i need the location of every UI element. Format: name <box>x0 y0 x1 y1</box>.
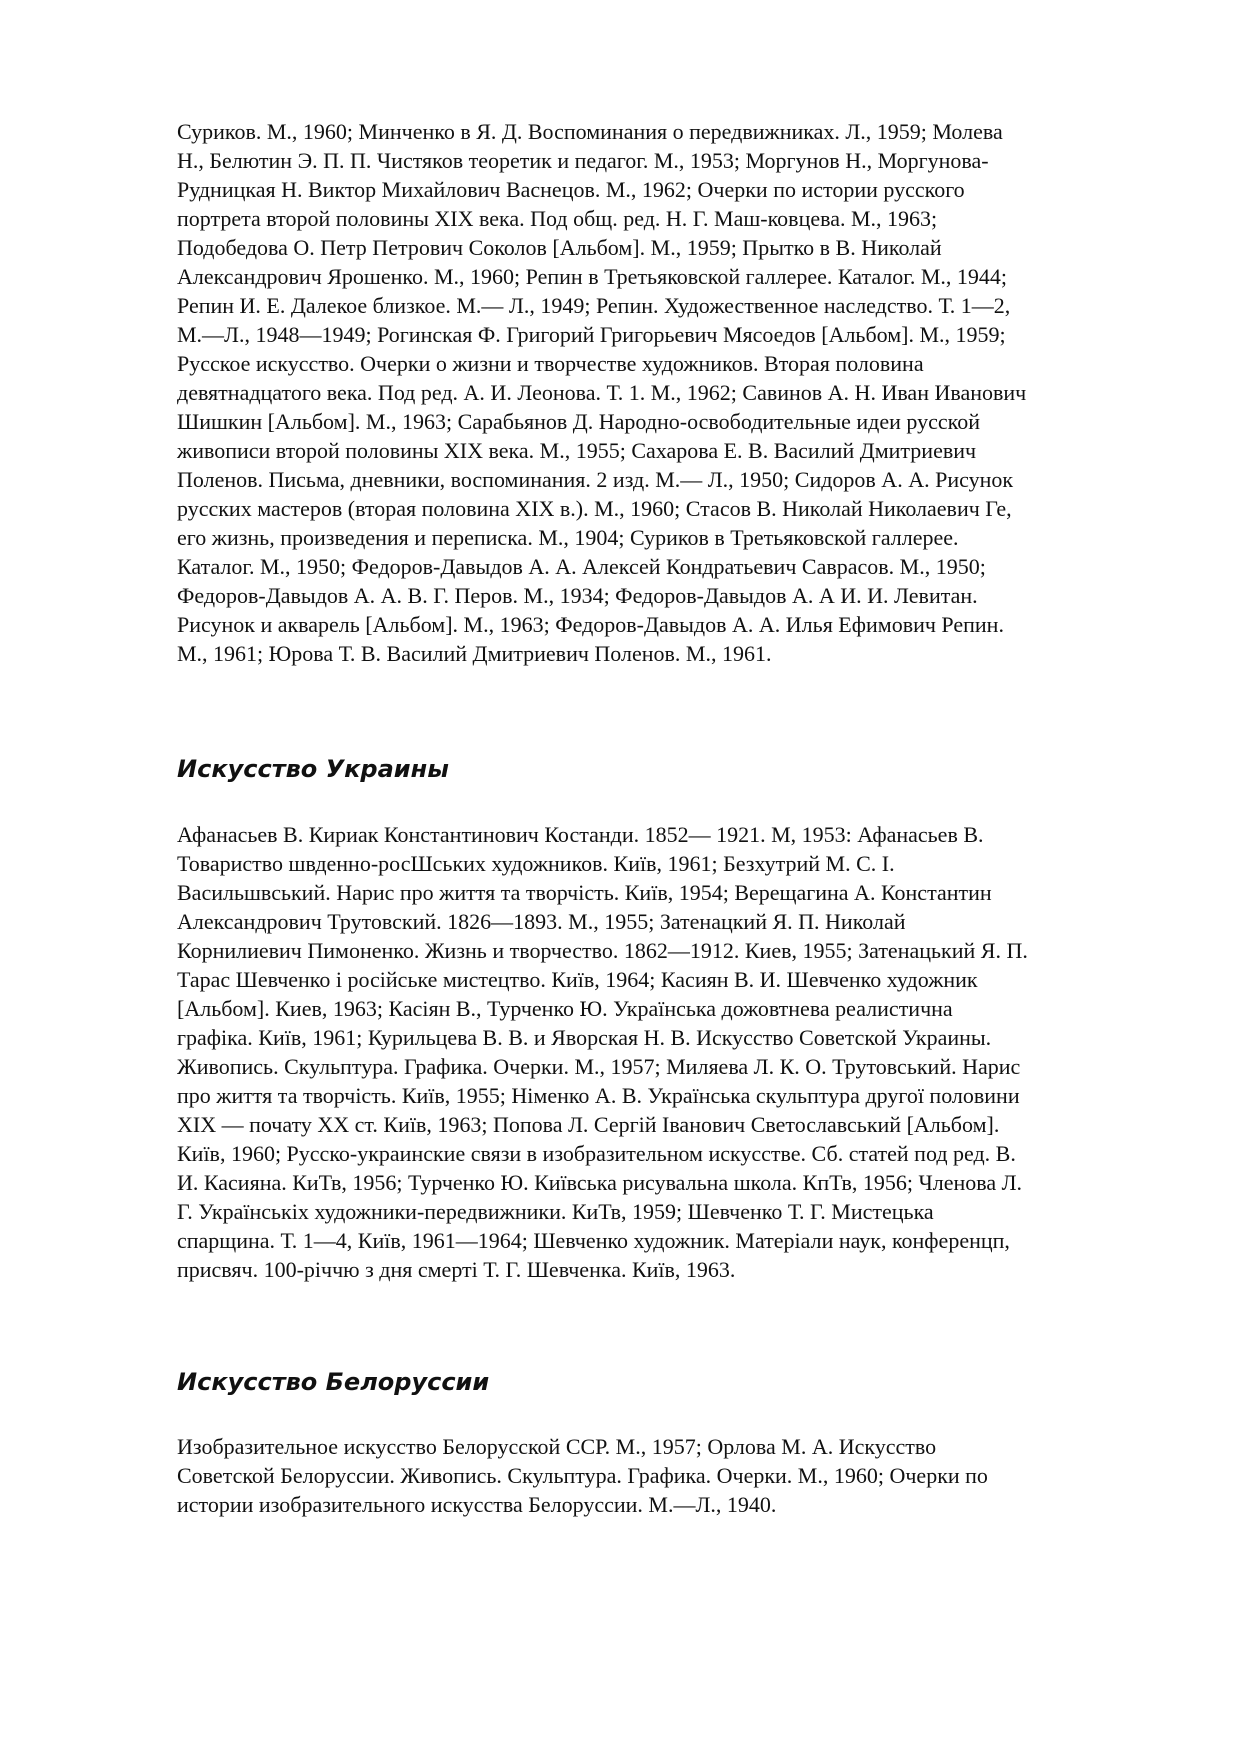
text-line: Шишкин [Альбом]. М., 1963; Сарабьянов Д. Народно-освободительные идеи русской <box>177 409 980 434</box>
text-line: русских мастеров (вторая половина XIX в.). М., 1960; Стасов В. Николай Николаевич Ге, <box>177 496 1012 521</box>
text-line: Александрович Трутовский. 1826—1893. М., 1955; Затенацкий Я. П. Николай <box>177 909 906 934</box>
text-line: истории изобразительного искусства Белоруссии. М.—Л., 1940. <box>177 1492 777 1517</box>
text-line: М.—Л., 1948—1949; Рогинская Ф. Григорий Григорьевич Мясоедов [Альбом]. М., 1959; <box>177 322 1006 347</box>
text-line: Живопись. Скульптура. Графика. Очерки. М., 1957; Миляева Л. К. О. Трутовський. Нарис <box>177 1054 1021 1079</box>
text-line: Подобедова О. Петр Петрович Соколов [Альбом]. М., 1959; Прытко в В. Николай <box>177 235 942 260</box>
text-line: И. Касияна. КиТв, 1956; Турченко Ю. Київська рисувальна школа. КпТв, 1956; Членова Л. <box>177 1170 1023 1195</box>
text-line: его жизнь, произведения и переписка. М., 1904; Суриков в Третьяковской галлерее. <box>177 525 959 550</box>
text-line: Репин И. Е. Далекое близкое. М.— Л., 1949; Репин. Художественное наследство. Т. 1—2, <box>177 293 1011 318</box>
text-line: Изобразительное искусство Белорусской ССР. М., 1957; Орлова М. А. Искусство <box>177 1434 937 1459</box>
text-line: портрета второй половины XIX века. Под общ. ред. Н. Г. Маш-ковцева. М., 1963; <box>177 206 938 231</box>
text-line: спарщина. Т. 1—4, Київ, 1961—1964; Шевченко художник. Матеріали наук, конференцп, <box>177 1228 1010 1253</box>
text-line: присвяч. 100-річчю з дня смерті Т. Г. Шевченка. Київ, 1963. <box>177 1257 736 1282</box>
bibliography-paragraph-russian-art <box>177 117 1147 668</box>
text-line: про життя та творчість. Київ, 1955; Німенко А. В. Українська скульптура другої половини <box>177 1083 1020 1108</box>
text-line: Н., Белютин Э. П. П. Чистяков теоретик и педагог. М., 1953; Моргунов Н., Моргунова- <box>177 148 989 173</box>
bibliography-paragraph-belarus <box>177 1432 1147 1519</box>
text-line: Суриков. М., 1960; Минченко в Я. Д. Воспоминания о передвижниках. Л., 1959; Молева <box>177 119 1003 144</box>
text-line: Рудницкая Н. Виктор Михайлович Васнецов. М., 1962; Очерки по истории русского <box>177 177 965 202</box>
text-line: графіка. Київ, 1961; Курильцева В. В. и Яворская Н. В. Искусство Советской Украины. <box>177 1025 992 1050</box>
text-line: Каталог. М., 1950; Федоров-Давыдов А. А. Алексей Кондратьевич Саврасов. М., 1950; <box>177 554 986 579</box>
text-line: девятнадцатого века. Под ред. А. И. Леонова. Т. 1. М., 1962; Савинов А. Н. Иван Иванович <box>177 380 1027 405</box>
text-line: Г. Українськіх художники-передвижники. КиТв, 1959; Шевченко Т. Г. Мистецька <box>177 1199 934 1224</box>
text-line: Федоров-Давыдов А. А. В. Г. Перов. М., 1934; Федоров-Давыдов А. А И. И. Левитан. <box>177 583 978 608</box>
text-line: XIX — почату XX ст. Київ, 1963; Попова Л. Сергій Іванович Светославський [Альбом]. <box>177 1112 1000 1137</box>
bibliography-paragraph-ukraine <box>177 820 1147 1284</box>
text-line: Рисунок и акварель [Альбом]. М., 1963; Федоров-Давыдов А. А. Илья Ефимович Репин. <box>177 612 1004 637</box>
text-line: Русское искусство. Очерки о жизни и творчестве художников. Вторая половина <box>177 351 924 376</box>
text-line: Київ, 1960; Русско-украинские связи в изобразительном искусстве. Сб. статей под ред. В. <box>177 1141 1016 1166</box>
text-line: Поленов. Письма, дневники, воспоминания. 2 изд. М.— Л., 1950; Сидоров А. А. Рисунок <box>177 467 1014 492</box>
text-line: Тарас Шевченко і російське мистецтво. Київ, 1964; Касиян В. И. Шевченко художник <box>177 967 978 992</box>
text-line: Васильшвський. Нарис про життя та творчість. Київ, 1954; Верещагина А. Константин <box>177 880 992 905</box>
text-line: Советской Белоруссии. Живопись. Скульптура. Графика. Очерки. М., 1960; Очерки по <box>177 1463 988 1488</box>
text-line: Александрович Ярошенко. М., 1960; Репин в Третьяковской галлерее. Каталог. М., 1944; <box>177 264 1007 289</box>
text-line: живописи второй половины XIX века. М., 1955; Сахарова Е. В. Василий Дмитриевич <box>177 438 977 463</box>
text-line: Афанасьев В. Кириак Константинович Костанди. 1852— 1921. М, 1953: Афанасьев В. <box>177 822 984 847</box>
text-line: [Альбом]. Киев, 1963; Касіян В., Турченко Ю. Українська дожовтнева реалистична <box>177 996 953 1021</box>
text-line: Корнилиевич Пимоненко. Жизнь и творчество. 1862—1912. Киев, 1955; Затенацький Я. П. <box>177 938 1028 963</box>
text-line: Товариство швденно-росШських художников. Київ, 1961; Безхутрий М. С. I. <box>177 851 895 876</box>
section-heading-belarus: Искусство Белоруссии <box>177 1368 490 1396</box>
section-heading-ukraine: Искусство Украины <box>177 755 449 783</box>
text-line: М., 1961; Юрова Т. В. Василий Дмитриевич Поленов. М., 1961. <box>177 641 772 666</box>
